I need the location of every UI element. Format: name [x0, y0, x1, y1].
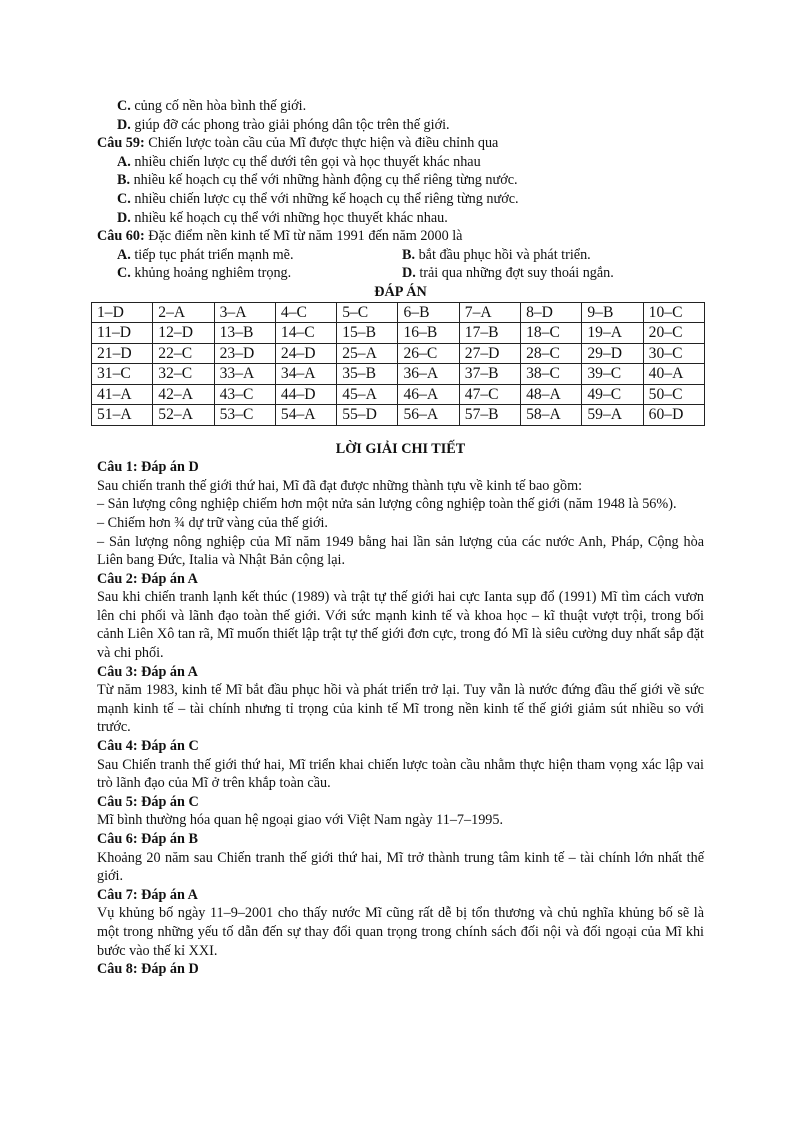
answer-cell: 57–B	[459, 405, 520, 426]
answer-row	[92, 302, 705, 323]
answer-cell: 10–C	[643, 302, 704, 323]
answer-cell: 2–A	[153, 302, 214, 323]
q60-options-row-2	[97, 264, 704, 283]
answer-cell: 28–C	[521, 343, 582, 364]
answer-cell: 43–C	[214, 384, 275, 405]
answer-cell: 33–A	[214, 364, 275, 385]
answer-cell: 17–B	[459, 323, 520, 344]
answer-cell: 30–C	[643, 343, 704, 364]
answer-cell: 27–D	[459, 343, 520, 364]
answer-cell: 15–B	[337, 323, 398, 344]
q59-option-d: D. nhiều kế hoạch cụ thể với những học thuyết khác nhau.	[117, 209, 448, 226]
solution-heading: Câu 4: Đáp án C	[97, 738, 199, 755]
answer-cell: 58–A	[521, 405, 582, 426]
answer-cell: 1–D	[92, 302, 153, 323]
answer-cell: 52–A	[153, 405, 214, 426]
answer-cell: 45–A	[337, 384, 398, 405]
answer-cell: 39–C	[582, 364, 643, 385]
answer-cell: 9–B	[582, 302, 643, 323]
q59-option-b: B. nhiều kế hoạch cụ thể với những hành động cụ thể riêng từng nước.	[117, 172, 518, 189]
answer-row	[92, 405, 705, 426]
q60-options-row-1	[97, 246, 704, 265]
q59-stem: Câu 59: Chiến lược toàn cầu của Mĩ được thực hiện và điều chỉnh qua	[97, 135, 499, 152]
solution-paragraph: – Chiếm hơn ¾ dự trữ vàng của thế giới.	[97, 514, 328, 531]
q60-stem: Câu 60: Đặc điểm nền kinh tế Mĩ từ năm 1991 đến năm 2000 là	[97, 228, 463, 245]
answer-cell: 29–D	[582, 343, 643, 364]
answer-cell: 34–A	[275, 364, 336, 385]
answer-cell: 42–A	[153, 384, 214, 405]
answer-cell: 11–D	[92, 323, 153, 344]
answer-cell: 13–B	[214, 323, 275, 344]
answer-cell: 7–A	[459, 302, 520, 323]
answer-cell: 4–C	[275, 302, 336, 323]
solution-heading: Câu 5: Đáp án C	[97, 793, 199, 810]
answer-cell: 25–A	[337, 343, 398, 364]
answer-cell: 8–D	[521, 302, 582, 323]
answer-cell: 50–C	[643, 384, 704, 405]
solution-paragraph: Sau khi chiến tranh lạnh kết thúc (1989) và trật tự thế giới hai cực Ianta sụp đổ (1991) Mĩ tìm cách vươn lên chi phối và lãnh đạo toàn thế giới. Với sức mạnh kinh tế và khoa học – kĩ thuật vượt trội, trong bối cảnh Liên Xô tan rã, Mĩ muốn thiết lập trật tự thế giới đơn cực, trong đó Mĩ là siêu cường duy nhất sắp đặt và chi phối.	[97, 589, 704, 662]
answer-cell: 6–B	[398, 302, 459, 323]
answer-cell: 31–C	[92, 364, 153, 385]
solution-paragraph: Khoảng 20 năm sau Chiến tranh thế giới thứ hai, Mĩ trở thành trung tâm kinh tế – tài chính lớn nhất thế giới.	[97, 849, 704, 885]
solution-paragraph: – Sản lượng công nghiệp chiếm hơn một nửa sản lượng công nghiệp toàn thế giới (năm 1948 là 56%).	[97, 496, 677, 513]
answer-cell: 16–B	[398, 323, 459, 344]
answer-cell: 40–A	[643, 364, 704, 385]
q59-option-c: C. nhiều chiến lược cụ thể với những kế hoạch cụ thể riêng từng nước.	[117, 190, 519, 207]
answer-cell: 37–B	[459, 364, 520, 385]
answer-cell: 35–B	[337, 364, 398, 385]
answer-cell: 51–A	[92, 405, 153, 426]
answer-cell: 49–C	[582, 384, 643, 405]
answer-cell: 56–A	[398, 405, 459, 426]
solution-paragraph: Mĩ bình thường hóa quan hệ ngoại giao với Việt Nam ngày 11–7–1995.	[97, 812, 504, 829]
q60-option-b: B. bắt đầu phục hồi và phát triển.	[402, 246, 591, 263]
answer-cell: 19–A	[582, 323, 643, 344]
solution-paragraph: Sau chiến tranh thế giới thứ hai, Mĩ đã đạt được những thành tựu về kinh tế bao gồm:	[97, 477, 583, 494]
answer-cell: 24–D	[275, 343, 336, 364]
answer-cell: 32–C	[153, 364, 214, 385]
solution-heading: Câu 3: Đáp án A	[97, 663, 198, 680]
answer-cell: 12–D	[153, 323, 214, 344]
answer-cell: 46–A	[398, 384, 459, 405]
answer-cell: 3–A	[214, 302, 275, 323]
answer-row	[92, 343, 705, 364]
q60-option-c: C. khủng hoảng nghiêm trọng.	[117, 265, 292, 282]
answer-cell: 54–A	[275, 405, 336, 426]
answer-cell: 22–C	[153, 343, 214, 364]
document-page	[97, 97, 704, 979]
q59-option-a: A. nhiều chiến lược cụ thể dưới tên gọi và học thuyết khác nhau	[117, 153, 481, 170]
answer-cell: 26–C	[398, 343, 459, 364]
answer-key-body	[92, 302, 705, 425]
answer-cell: 36–A	[398, 364, 459, 385]
answer-cell: 18–C	[521, 323, 582, 344]
answer-row	[92, 364, 705, 385]
answer-cell: 59–A	[582, 405, 643, 426]
solution-heading: Câu 8: Đáp án D	[97, 961, 199, 978]
solution-paragraph: Từ năm 1983, kinh tế Mĩ bắt đầu phục hồi và phát triển trở lại. Tuy vẫn là nước đứng đầu thế giới về sức mạnh kinh tế – tài chính nhưng tỉ trọng của kinh tế Mĩ trong nền kinh tế thế giới giảm sút nhiều so với trước.	[97, 682, 704, 736]
solution-heading: Câu 1: Đáp án D	[97, 459, 199, 476]
answer-cell: 47–C	[459, 384, 520, 405]
q58-option-c: C. củng cố nền hòa bình thế giới.	[117, 98, 307, 114]
solution-paragraph: – Sản lượng nông nghiệp của Mĩ năm 1949 bằng hai lần sản lượng của các nước Anh, Pháp, Cộng hòa Liên bang Đức, Italia và Nhật Bản cộng lại.	[97, 533, 704, 569]
answer-cell: 5–C	[337, 302, 398, 323]
answer-cell: 53–C	[214, 405, 275, 426]
solution-title: LỜI GIẢI CHI TIẾT	[335, 440, 466, 457]
answer-cell: 23–D	[214, 343, 275, 364]
q60-option-a: A. tiếp tục phát triển mạnh mẽ.	[117, 246, 294, 263]
answer-cell: 14–C	[275, 323, 336, 344]
solution-paragraph: Sau Chiến tranh thế giới thứ hai, Mĩ triển khai chiến lược toàn cầu nhằm thực hiện tham vọng xác lập vai trò lãnh đạo của Mĩ ở trên khắp toàn cầu.	[97, 756, 704, 792]
solution-heading: Câu 2: Đáp án A	[97, 570, 198, 587]
answer-cell: 60–D	[643, 405, 704, 426]
answer-key-title: ĐÁP ÁN	[374, 283, 427, 300]
answer-cell: 38–C	[521, 364, 582, 385]
solution-heading: Câu 7: Đáp án A	[97, 886, 198, 903]
solution-list	[97, 458, 704, 979]
q60-option-d: D. trải qua những đợt suy thoái ngắn.	[402, 265, 614, 282]
answer-cell: 44–D	[275, 384, 336, 405]
q58-option-d: D. giúp đỡ các phong trào giải phóng dân tộc trên thế giới.	[117, 116, 450, 133]
answer-row	[92, 323, 705, 344]
answer-cell: 21–D	[92, 343, 153, 364]
answer-cell: 55–D	[337, 405, 398, 426]
answer-row	[92, 384, 705, 405]
solution-heading: Câu 6: Đáp án B	[97, 831, 198, 847]
answer-cell: 20–C	[643, 323, 704, 344]
answer-key-table	[91, 302, 705, 426]
solution-paragraph: Vụ khủng bố ngày 11–9–2001 cho thấy nước Mĩ cũng rất dễ bị tổn thương và chủ nghĩa khủng bố sẽ là một trong những yếu tố dẫn đến sự thay đổi quan trọng trong chính sách đối nội và đối ngoại của Mĩ khi bước vào thế kỉ XXI.	[97, 905, 704, 959]
answer-cell: 41–A	[92, 384, 153, 405]
answer-cell: 48–A	[521, 384, 582, 405]
